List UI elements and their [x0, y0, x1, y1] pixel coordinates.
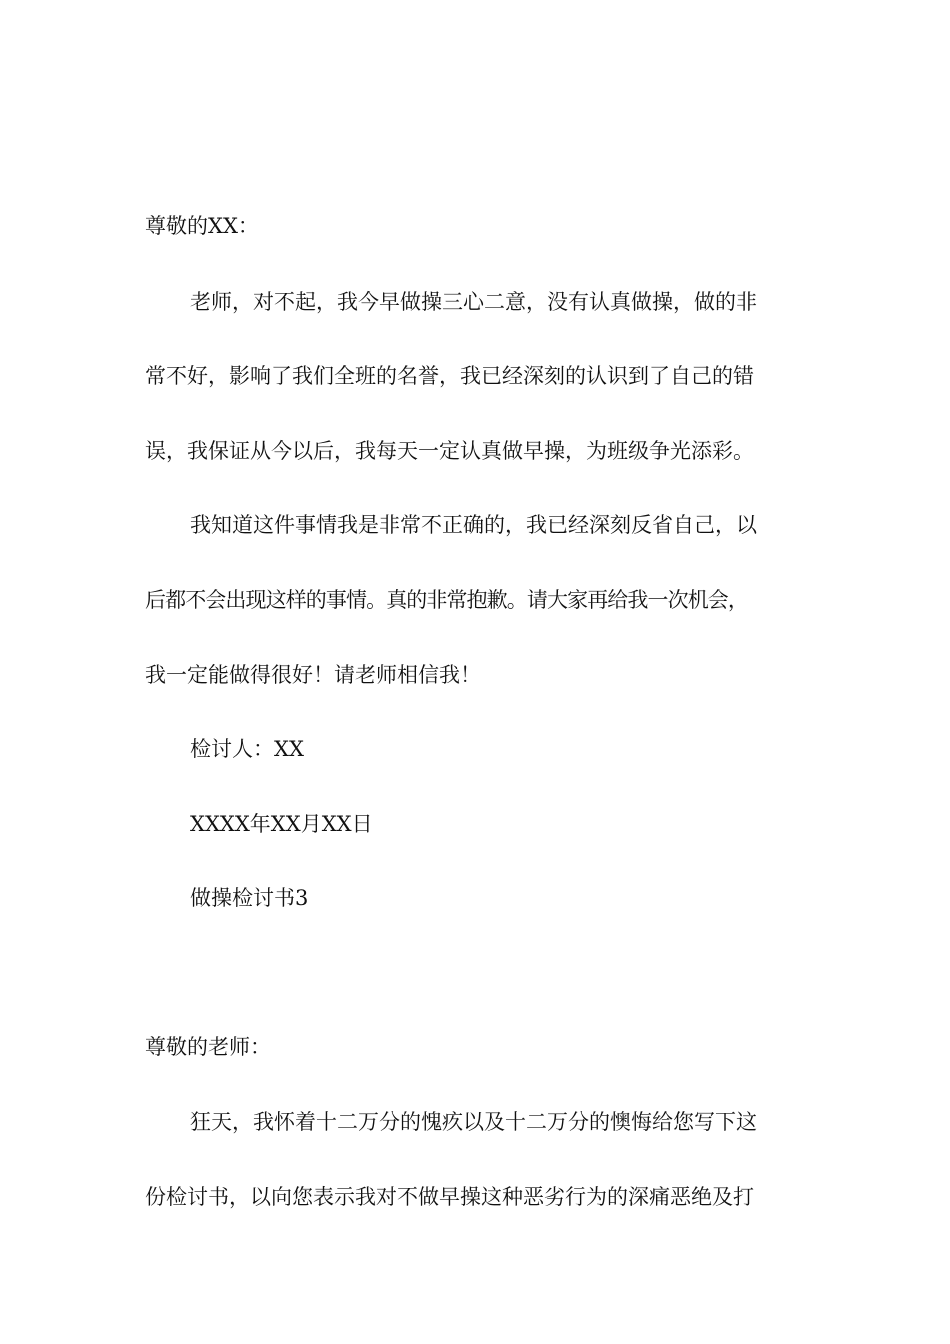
section-title: 做操检讨书3 — [190, 886, 309, 910]
paragraph-line: 狂天，我怀着十二万分的愧疚以及十二万分的懊悔给您写下这 — [190, 1110, 757, 1134]
paragraph-line: 老师，对不起，我今早做操三心二意，没有认真做操，做的非 — [190, 290, 757, 314]
paragraph-line: 份检讨书，以向您表示我对不做早操这种恶劣行为的深痛恶绝及打 — [145, 1185, 754, 1209]
paragraph-line: 我一定能做得很好！请老师相信我！ — [145, 663, 481, 687]
paragraph-line: 后都不会出现这样的事情。真的非常抱歉。请大家再给我一次机会， — [145, 588, 748, 612]
signature-line: 检讨人：XX — [190, 737, 304, 761]
greeting-line: 尊敬的老师： — [145, 1035, 271, 1059]
date-line: XXXX年XX月XX日 — [190, 812, 373, 836]
paragraph-line: 常不好，影响了我们全班的名誉，我已经深刻的认识到了自己的错 — [145, 364, 754, 388]
greeting-line: 尊敬的XX： — [145, 214, 259, 238]
paragraph-line: 我知道这件事情我是非常不正确的，我已经深刻反省自己，以 — [190, 513, 757, 537]
paragraph-line: 误，我保证从今以后，我每天一定认真做早操，为班级争光添彩。 — [145, 439, 754, 463]
